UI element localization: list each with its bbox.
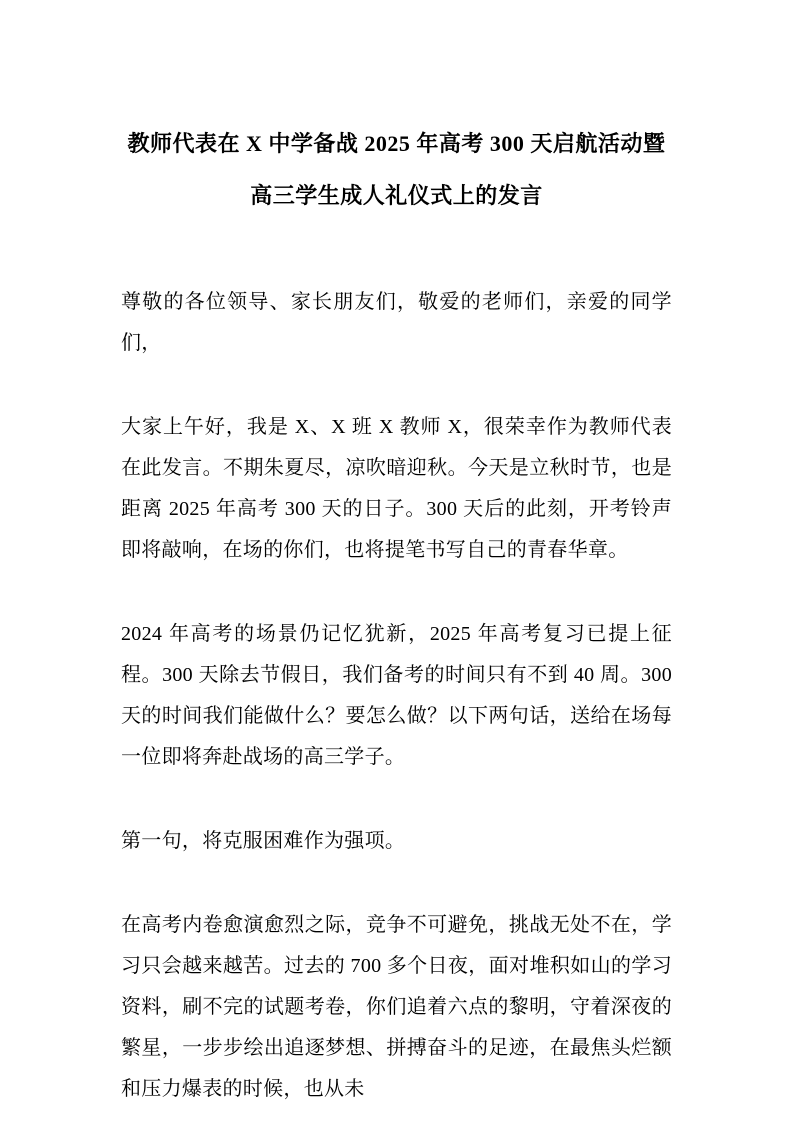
paragraph-countdown: 2024 年高考的场景仍记忆犹新，2025 年高考复习已提上征程。300 天除去节假日，我们备考的时间只有不到 40 周。300 天的时间我们能做什么？要怎么做？以下两句话，送给在场每一位即将奔赴战场的高三学子。 [121, 623, 672, 768]
paragraph-greeting: 大家上午好，我是 X、X 班 X 教师 X，很荣幸作为教师代表在此发言。不期朱夏尽，凉吹暗迎秋。今天是立秋时节，也是距离 2025 年高考 300 天的日子。300 天后的此刻，开考铃声即将敲响，在场的你们，也将提笔书写自己的青春华章。 [121, 416, 672, 561]
paragraph-hard-work: 在高考内卷愈演愈烈之际，竞争不可避免，挑战无处不在，学习只会越来越苦。过去的 700 多个日夜，面对堆积如山的学习资料，刷不完的试题考卷，你们追着六点的黎明，守着深夜的繁星，一步步绘出追逐梦想、拼搏奋斗的足迹，在最焦头烂额和压力爆表的时候，也从未 [121, 914, 672, 1100]
paragraph-salutation: 尊敬的各位领导、家长朋友们，敬爱的老师们，亲爱的同学们， [121, 291, 672, 354]
paragraph-first-sentence-heading: 第一句，将克服困难作为强项。 [121, 830, 406, 852]
document-title: 教师代表在 X 中学备战 2025 年高考 300 天启航活动暨高三学生成人礼仪式上的发言 [127, 131, 666, 208]
